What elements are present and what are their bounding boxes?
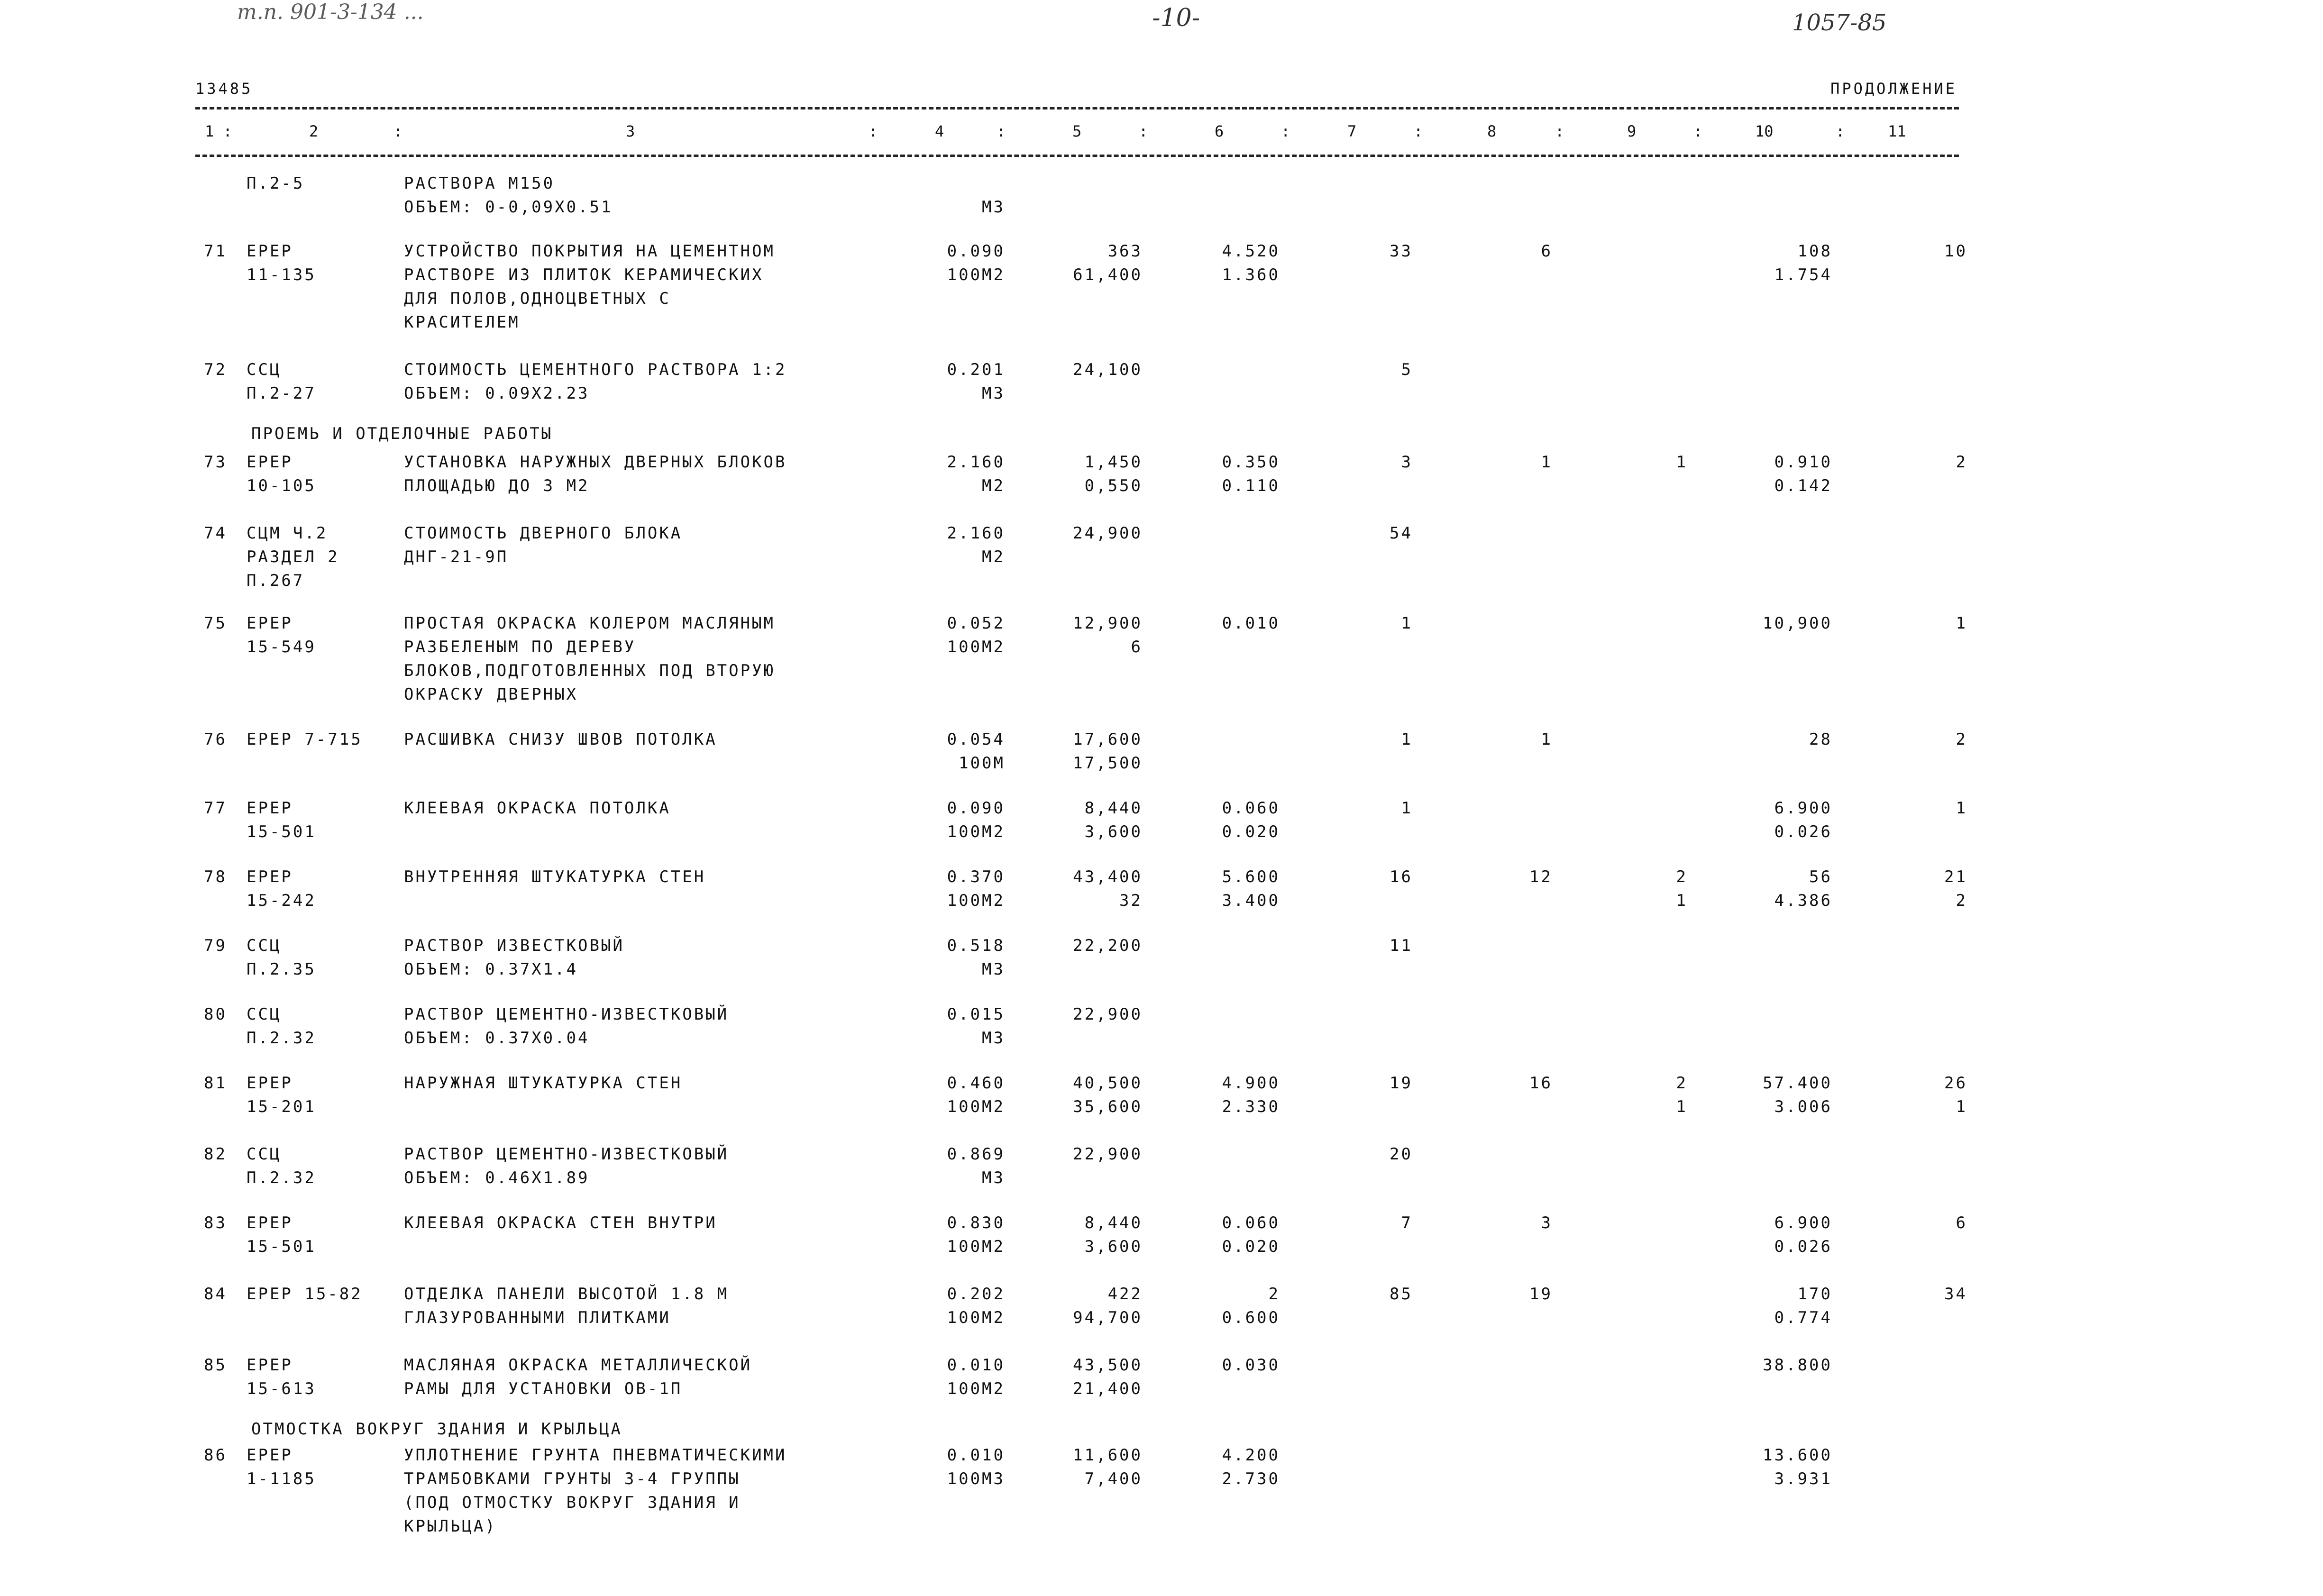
cell-c7: 1: [1401, 614, 1413, 633]
cell-c7: 7: [1401, 1213, 1413, 1232]
cell-c6: 0.030: [1222, 1356, 1280, 1375]
cell-c9: 2 1: [1676, 867, 1688, 910]
cell-c7: 1: [1401, 799, 1413, 818]
cell-code: ЕРЕР 15-501: [247, 1213, 316, 1256]
header-col-4: 4: [935, 122, 944, 140]
cell-c10: 6.900 0.026: [1774, 1213, 1832, 1256]
cell-qty: 2.160 М2: [947, 453, 1005, 495]
table-row: [0, 358, 2323, 415]
cell-c7: 1: [1401, 730, 1413, 749]
cell-c5: 11,600 7,400: [1073, 1446, 1143, 1488]
header-sep: :: [997, 122, 1006, 140]
cell-c11: 10: [1944, 242, 1967, 261]
cell-c7: 54: [1390, 524, 1413, 543]
cell-code: ЕРЕР 1-1185: [247, 1446, 316, 1488]
header-sep: :: [1836, 122, 1845, 140]
cell-desc: РАСТВОР ЦЕМЕНТНО-ИЗВЕСТКОВЫЙ ОБЪЕМ: 0.37Х0.04: [404, 1005, 729, 1048]
cell-num: 83: [204, 1213, 227, 1232]
cell-c10: 56 4.386: [1774, 867, 1832, 910]
table-row: [0, 865, 2323, 922]
cell-c6: 4.900 2.330: [1222, 1074, 1280, 1116]
header-col-10: 10: [1755, 122, 1774, 140]
cell-desc: МАСЛЯНАЯ ОКРАСКА МЕТАЛЛИЧЕСКОЙ РАМЫ ДЛЯ УСТАНОВКИ ОВ-1П: [404, 1356, 752, 1398]
cell-code: ЕРЕР 15-613: [247, 1356, 316, 1398]
cell-c10: 28: [1809, 730, 1832, 749]
cell-code: ССЦ П.2.32: [247, 1145, 316, 1187]
cell-num: 82: [204, 1145, 227, 1164]
header-sep: :: [1414, 122, 1423, 140]
cell-code: П.2-5: [247, 174, 305, 193]
table-row: [0, 728, 2323, 784]
table-row: [0, 934, 2323, 991]
cell-code: ССЦ П.2.35: [247, 936, 316, 979]
cell-qty: 0.869 М3: [947, 1145, 1005, 1187]
header-col-8: 8: [1487, 122, 1497, 140]
top-divider: [195, 107, 1959, 109]
cell-c7: 5: [1401, 360, 1413, 379]
cell-code: ССЦ П.2-27: [247, 360, 316, 403]
header-sep: :: [1281, 122, 1290, 140]
cell-c7: 11: [1390, 936, 1413, 955]
cell-c10: 13.600 3.931: [1763, 1446, 1832, 1488]
cell-code: ЕРЕР 10-105: [247, 453, 316, 495]
cell-qty: 0.370 100М2: [947, 867, 1005, 910]
cell-c5: 22,200: [1073, 936, 1143, 955]
header-col-6: 6: [1215, 122, 1224, 140]
cell-desc: НАРУЖНАЯ ШТУКАТУРКА СТЕН: [404, 1074, 683, 1093]
cell-c10: 0.910 0.142: [1774, 453, 1832, 495]
cell-qty: 0.054 100М: [947, 730, 1005, 773]
cell-c11: 34: [1944, 1285, 1967, 1304]
cell-c10: 108 1.754: [1774, 242, 1832, 284]
cell-c5: 17,600 17,500: [1073, 730, 1143, 773]
cell-c8: 1: [1541, 453, 1553, 472]
header-col-9: 9: [1627, 122, 1637, 140]
cell-c11: 6: [1956, 1213, 1967, 1232]
cell-num: 86: [204, 1446, 227, 1465]
table-row: [0, 611, 2323, 704]
cell-c5: 8,440 3,600: [1084, 799, 1143, 841]
cell-code: ЕРЕР 15-201: [247, 1074, 316, 1116]
header-sep: :: [869, 122, 878, 140]
cell-code: СЦМ Ч.2 РАЗДЕЛ 2 П.267: [247, 524, 339, 590]
table-row: [0, 450, 2323, 507]
cell-qty: 0.052 100М2: [947, 614, 1005, 657]
section-heading: ОТМОСТКА ВОКРУГ ЗДАНИЯ И КРЫЛЬЦА: [251, 1420, 623, 1439]
table-row: [0, 521, 2323, 590]
cell-c11: 1: [1956, 614, 1967, 633]
cell-desc: КЛЕЕВАЯ ОКРАСКА СТЕН ВНУТРИ: [404, 1213, 717, 1232]
cell-desc: КЛЕЕВАЯ ОКРАСКА ПОТОЛКА: [404, 799, 671, 818]
cell-c7: 33: [1390, 242, 1413, 261]
cell-c8: 16: [1529, 1074, 1553, 1093]
cell-c10: 6.900 0.026: [1774, 799, 1832, 841]
cell-desc: СТОИМОСТЬ ДВЕРНОГО БЛОКА ДНГ-21-9П: [404, 524, 683, 566]
cell-c10: 170 0.774: [1774, 1285, 1832, 1327]
table-row: [0, 1003, 2323, 1059]
cell-qty: 0.090 100М2: [947, 242, 1005, 284]
cell-c7: 3: [1401, 453, 1413, 472]
cell-desc: УСТАНОВКА НАРУЖНЫХ ДВЕРНЫХ БЛОКОВ ПЛОЩАДЬЮ ДО 3 М2: [404, 453, 787, 495]
cell-desc: СТОИМОСТЬ ЦЕМЕНТНОГО РАСТВОРА 1:2 ОБЪЕМ: 0.09Х2.23: [404, 360, 787, 403]
cell-code: ЕРЕР 15-549: [247, 614, 316, 657]
cell-qty: М3: [982, 198, 1005, 217]
cell-desc: РАСТВОРА М150 ОБЪЕМ: 0-0,09Х0.51: [404, 174, 613, 217]
header-col-3: 3: [626, 122, 635, 140]
table-row: [0, 796, 2323, 853]
cell-qty: 0.015 М3: [947, 1005, 1005, 1048]
cell-qty: 0.201 М3: [947, 360, 1005, 403]
cell-c7: 20: [1390, 1145, 1413, 1164]
cell-c5: 24,100: [1073, 360, 1143, 379]
cell-num: 76: [204, 730, 227, 749]
cell-num: 80: [204, 1005, 227, 1024]
header-col-7: 7: [1347, 122, 1357, 140]
cell-num: 74: [204, 524, 227, 543]
handwritten-stamp: т.п. 901-3-134 ...: [237, 0, 424, 24]
cell-c11: 26 1: [1944, 1074, 1967, 1116]
cell-c7: 85: [1390, 1285, 1413, 1304]
table-row: [0, 239, 2323, 332]
cell-num: 75: [204, 614, 227, 633]
cell-desc: ВНУТРЕННЯЯ ШТУКАТУРКА СТЕН: [404, 867, 706, 886]
cell-desc: РАСШИВКА СНИЗУ ШВОВ ПОТОЛКА: [404, 730, 717, 749]
cell-c6: 4.200 2.730: [1222, 1446, 1280, 1488]
cell-code: ЕРЕР 11-135: [247, 242, 316, 284]
cell-c8: 19: [1529, 1285, 1553, 1304]
doc-code: 13485: [195, 80, 253, 98]
cell-num: 85: [204, 1356, 227, 1375]
cell-desc: УПЛОТНЕНИЕ ГРУНТА ПНЕВМАТИЧЕСКИМИ ТРАМБОВКАМИ ГРУНТЫ 3-4 ГРУППЫ (ПОД ОТМОСТКУ ВОКРУГ ЗДАНИЯ И КРЫЛЬЦА): [404, 1446, 787, 1536]
cell-c9: 2 1: [1676, 1074, 1688, 1116]
page-number: -10-: [1152, 4, 1200, 32]
cell-c11: 2: [1956, 453, 1967, 472]
cell-num: 84: [204, 1285, 227, 1304]
table-row: [0, 1071, 2323, 1128]
cell-c5: 43,500 21,400: [1073, 1356, 1143, 1398]
cell-num: 79: [204, 936, 227, 955]
cell-num: 72: [204, 360, 227, 379]
cell-c5: 22,900: [1073, 1145, 1143, 1164]
cell-code: ЕРЕР 15-501: [247, 799, 316, 841]
header-sep: :: [1693, 122, 1703, 140]
cell-num: 78: [204, 867, 227, 886]
cell-c7: 19: [1390, 1074, 1413, 1093]
cell-qty: 0.090 100М2: [947, 799, 1005, 841]
cell-desc: РАСТВОР ЦЕМЕНТНО-ИЗВЕСТКОВЫЙ ОБЪЕМ: 0.46Х1.89: [404, 1145, 729, 1187]
cell-c6: 0.060 0.020: [1222, 1213, 1280, 1256]
cell-num: 77: [204, 799, 227, 818]
cell-qty: 0.202 100М2: [947, 1285, 1005, 1327]
cell-code: ССЦ П.2.32: [247, 1005, 316, 1048]
cell-c5: 422 94,700: [1073, 1285, 1143, 1327]
section-heading: ПРОЕМЬ И ОТДЕЛОЧНЫЕ РАБОТЫ: [251, 424, 553, 443]
cell-desc: РАСТВОР ИЗВЕСТКОВЫЙ ОБЪЕМ: 0.37Х1.4: [404, 936, 624, 979]
cell-c5: 22,900: [1073, 1005, 1143, 1024]
table-row: [0, 1443, 2323, 1536]
cell-c5: 363 61,400: [1073, 242, 1143, 284]
cell-c6: 5.600 3.400: [1222, 867, 1280, 910]
cell-c5: 12,900 6: [1073, 614, 1143, 657]
cell-qty: 2.160 М2: [947, 524, 1005, 566]
cell-c6: 4.520 1.360: [1222, 242, 1280, 284]
column-header-row: [195, 122, 1959, 151]
cell-c8: 1: [1541, 730, 1553, 749]
cell-c6: 0.060 0.020: [1222, 799, 1280, 841]
cell-c11: 1: [1956, 799, 1967, 818]
cell-code: ЕРЕР 15-242: [247, 867, 316, 910]
cell-c5: 8,440 3,600: [1084, 1213, 1143, 1256]
cell-qty: 0.830 100М2: [947, 1213, 1005, 1256]
cell-code: ЕРЕР 15-82: [247, 1285, 363, 1304]
cell-desc: ОТДЕЛКА ПАНЕЛИ ВЫСОТОЙ 1.8 М ГЛАЗУРОВАННЫМИ ПЛИТКАМИ: [404, 1285, 729, 1327]
cell-c6: 0.010: [1222, 614, 1280, 633]
cell-c7: 16: [1390, 867, 1413, 886]
header-sep: :: [393, 122, 403, 140]
table-row: [0, 1282, 2323, 1339]
table-row: [0, 1142, 2323, 1199]
cell-c6: 0.350 0.110: [1222, 453, 1280, 495]
cell-c10: 38.800: [1763, 1356, 1832, 1375]
cell-c11: 2: [1956, 730, 1967, 749]
cell-qty: 0.460 100М2: [947, 1074, 1005, 1116]
cell-c8: 3: [1541, 1213, 1553, 1232]
cell-c6: 2 0.600: [1222, 1285, 1280, 1327]
cell-desc: ПРОСТАЯ ОКРАСКА КОЛЕРОМ МАСЛЯНЫМ РАЗБЕЛЕНЫМ ПО ДЕРЕВУ БЛОКОВ,ПОДГОТОВЛЕННЫХ ПОД ВТОРУЮ ОКРАСКУ ДВЕРНЫХ: [404, 614, 776, 704]
cell-qty: 0.010 100М3: [947, 1446, 1005, 1488]
header-col-11: 11: [1888, 122, 1906, 140]
cell-qty: 0.518 М3: [947, 936, 1005, 979]
cell-c9: 1: [1676, 453, 1688, 472]
header-col-1: 1 :: [205, 122, 232, 140]
cell-desc: УСТРОЙСТВО ПОКРЫТИЯ НА ЦЕМЕНТНОМ РАСТВОРЕ ИЗ ПЛИТОК КЕРАМИЧЕСКИХ ДЛЯ ПОЛОВ,ОДНОЦВЕТНЫХ С КРАСИТЕЛЕМ: [404, 242, 776, 332]
cell-num: 73: [204, 453, 227, 472]
header-col-5: 5: [1072, 122, 1082, 140]
header-sep: :: [1139, 122, 1148, 140]
cell-c8: 6: [1541, 242, 1553, 261]
header-divider: [195, 155, 1959, 157]
header-sep: :: [1555, 122, 1564, 140]
cell-c10: 57.400 3.006: [1763, 1074, 1832, 1116]
continuation-label: ПРОДОЛЖЕНИЕ: [1830, 80, 1957, 98]
table-row: [0, 1211, 2323, 1268]
cell-qty: 0.010 100М2: [947, 1356, 1005, 1398]
cell-num: 81: [204, 1074, 227, 1093]
header-col-2: 2: [309, 122, 319, 140]
cell-c10: 10,900: [1763, 614, 1832, 633]
cell-code: ЕРЕР 7-715: [247, 730, 363, 749]
document-number: 1057-85: [1792, 9, 1887, 36]
table-row: [0, 1353, 2323, 1410]
cell-c5: 24,900: [1073, 524, 1143, 543]
table-row: [0, 172, 2323, 228]
cell-c5: 43,400 32: [1073, 867, 1143, 910]
cell-c8: 12: [1529, 867, 1553, 886]
cell-c5: 40,500 35,600: [1073, 1074, 1143, 1116]
cell-c5: 1,450 0,550: [1084, 453, 1143, 495]
cell-c11: 21 2: [1944, 867, 1967, 910]
cell-num: 71: [204, 242, 227, 261]
